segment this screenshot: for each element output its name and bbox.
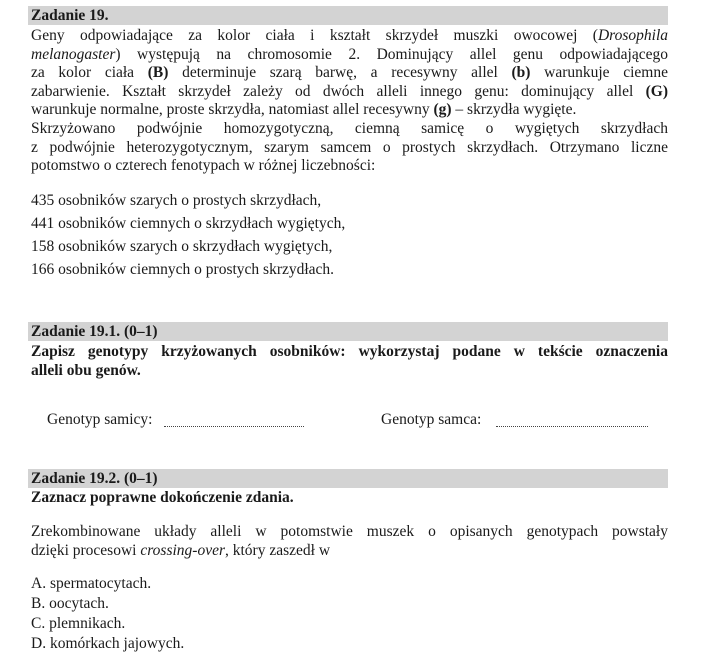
task-19-line-4: zabarwienie. Kształt skrzydeł zależy od dwóch alleli innego genu: dominujący allel (G) <box>31 82 668 100</box>
female-genotype-field[interactable] <box>164 426 304 427</box>
task-19-2-stem-line-1: Zrekombinowane układy alleli w potomstwie muszek o opisanych genotypach powstały <box>31 523 668 540</box>
task-19-line-6: Skrzyżowano podwójnie homozygotyczną, ciemną samicę o wygiętych skrzydłach <box>31 119 668 137</box>
task-19-1-header <box>28 322 668 341</box>
male-genotype-label: Genotyp samca: <box>381 411 482 428</box>
task-19-line-5: warunkuje normalne, proste skrzydła, natomiast allel recesywny (g) – skrzydła wygięte. <box>31 101 577 119</box>
option-d[interactable]: D. komórkach jajowych. <box>31 635 185 652</box>
task-19-2-stem <box>31 523 668 560</box>
option-b[interactable]: B. oocytach. <box>31 595 109 612</box>
task-19-2-header <box>28 469 668 488</box>
task-19-2-instruction <box>31 489 668 508</box>
result-line-4: 166 osobników ciemnych o prostych skrzydłach. <box>31 261 335 278</box>
option-a[interactable]: A. spermatocytach. <box>31 575 152 592</box>
task-19-description <box>31 27 668 176</box>
result-line-3: 158 osobników szarych o skrzydłach wygiętych, <box>31 238 333 255</box>
task-19-1-title: Zadanie 19.1. (0–1) <box>31 323 158 340</box>
task-19-line-3: za kolor ciała (B) determinuje szarą barwę, a recesywny allel (b) warunkuje ciemne <box>31 64 668 82</box>
task-19-header <box>28 6 668 25</box>
task-19-1-instruction <box>31 343 668 380</box>
task-19-line-1: Geny odpowiadające za kolor ciała i kształt skrzydeł muszki owocowej (Drosophila <box>31 27 668 44</box>
result-line-2: 441 osobników ciemnych o skrzydłach wygiętych, <box>31 215 346 232</box>
option-c[interactable]: C. plemnikach. <box>31 615 126 632</box>
task-19-1-instruction-line-1: Zapisz genotypy krzyżowanych osobników: wykorzystaj podane w tekście oznaczenia <box>31 343 668 360</box>
task-19-line-7: z podwójnie heterozygotycznym, szarym samcem o prostych skrzydłach. Otrzymano liczne <box>31 138 668 156</box>
task-19-2-instruction-text: Zaznacz poprawne dokończenie zdania. <box>31 489 294 506</box>
result-line-1: 435 osobników szarych o prostych skrzydłach, <box>31 192 322 209</box>
task-19-title: Zadanie 19. <box>31 7 109 24</box>
task-19-2-title: Zadanie 19.2. (0–1) <box>31 470 158 487</box>
task-19-2-stem-line-2: dzięki procesowi crossing-over, który zaszedł w <box>31 541 331 559</box>
task-19-line-2: melanogaster) występują na chromosomie 2. Dominujący allel genu odpowiadającego <box>31 45 668 63</box>
female-genotype-label: Genotyp samicy: <box>47 411 153 428</box>
task-19-line-8: potomstwo o czterech fenotypach w różnej liczebności: <box>31 157 376 175</box>
male-genotype-field[interactable] <box>496 426 648 427</box>
task-19-1-instruction-line-2: alleli obu genów. <box>31 361 141 379</box>
